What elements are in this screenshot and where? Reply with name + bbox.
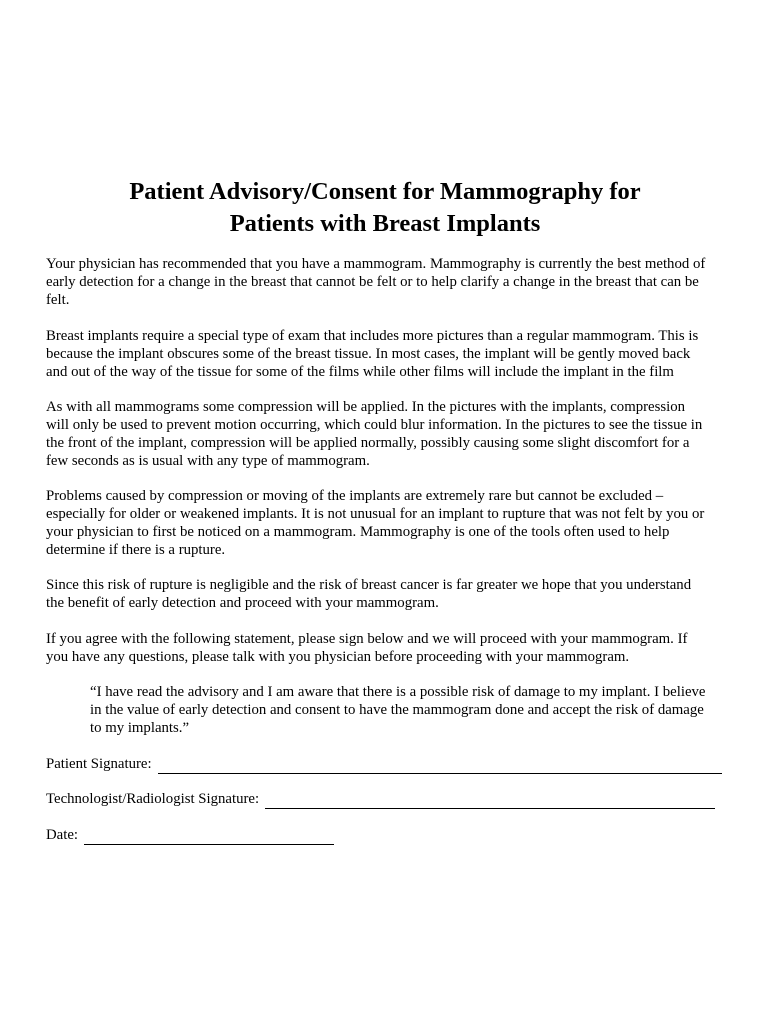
paragraph-line: and out of the way of the tissue for some of the films while other films will include the implant in the film [46, 363, 674, 380]
date-row [46, 827, 334, 845]
paragraph-compression [46, 399, 736, 471]
paragraph-line: few seconds as is usual with any type of mammogram. [46, 452, 370, 469]
paragraph-line: the benefit of early detection and proceed with your mammogram. [46, 594, 439, 611]
paragraph-line: the front of the implant, compression will be applied normally, possibly causing some slight discomfort for a [46, 434, 690, 451]
paragraph-line: you have any questions, please talk with you physician before proceeding with your mammogram. [46, 648, 630, 665]
consent-line: “I have read the advisory and I am aware that there is a possible risk of damage to my implant. I believe [90, 684, 706, 700]
paragraph-implant-exam [46, 328, 736, 382]
consent-line: in the value of early detection and consent to have the mammogram done and accept the risk of damage [90, 701, 704, 718]
paragraph-line: early detection for a change in the breast that cannot be felt or to help clarify a change in the breast that can be [46, 273, 699, 290]
paragraph-line: Your physician has recommended that you have a mammogram. Mammography is currently the best method of [46, 256, 706, 272]
paragraph-risk [46, 577, 736, 613]
technologist-signature-field[interactable] [265, 794, 715, 809]
paragraph-line: because the implant obscures some of the breast tissue. In most cases, the implant will be gently moved back [46, 345, 691, 362]
page-title [40, 176, 730, 240]
date-label: Date: [46, 827, 79, 843]
title-line-2: Patients with Breast Implants [229, 210, 541, 237]
paragraph-problems [46, 488, 736, 560]
paragraph-line: Breast implants require a special type of exam that includes more pictures than a regular mammogram. This is [46, 328, 699, 344]
technologist-signature-label: Technologist/Radiologist Signature: [46, 791, 260, 807]
consent-line: to my implants.” [90, 719, 190, 736]
paragraph-line: Problems caused by compression or moving of the implants are extremely rare but cannot be excluded – [46, 488, 664, 504]
technologist-signature-row [46, 791, 715, 809]
paragraph-agreement [46, 631, 736, 667]
paragraph-line: If you agree with the following statement, please sign below and we will proceed with your mammogram. If [46, 631, 688, 647]
title-line-1: Patient Advisory/Consent for Mammography for [129, 178, 641, 205]
paragraph-line: As with all mammograms some compression will be applied. In the pictures with the implants, compression [46, 399, 686, 415]
paragraph-line: especially for older or weakened implants. It is not unusual for an implant to rupture that was not felt by you or [46, 505, 705, 522]
date-field[interactable] [84, 830, 334, 845]
patient-signature-field[interactable] [158, 759, 722, 774]
paragraph-line: will only be used to prevent motion occurring, which could blur information. In the pictures to see the tissue in [46, 416, 703, 433]
consent-statement [90, 684, 730, 738]
patient-signature-label: Patient Signature: [46, 756, 152, 772]
patient-signature-row [46, 756, 722, 774]
paragraph-recommendation [46, 256, 736, 310]
paragraph-line: determine if there is a rupture. [46, 541, 226, 558]
paragraph-line: Since this risk of rupture is negligible and the risk of breast cancer is far greater we hope that you understand [46, 577, 692, 593]
paragraph-line: felt. [46, 291, 70, 308]
paragraph-line: your physician to first be noticed on a mammogram. Mammography is one of the tools often used to help [46, 523, 670, 540]
